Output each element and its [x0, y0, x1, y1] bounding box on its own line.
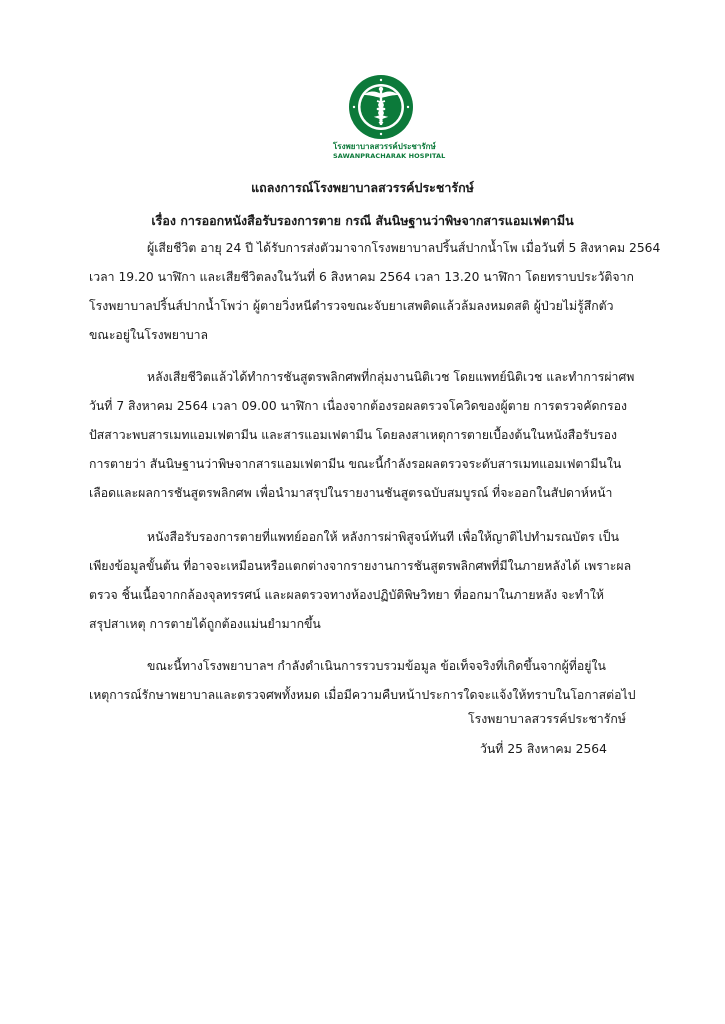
logo-hospital-name-en: SAWANPRACHARAK HOSPITAL [333, 152, 446, 160]
hospital-logo [333, 74, 446, 164]
text-line: ผู้เสียชีวิต อายุ 24 ปี ได้รับการส่งตัวมาจากโรงพยาบาลปริ้นส์ปากน้ำโพ เมื่อวันที่ 5 สิงหาคม 2564 [147, 241, 661, 255]
text-line: โรงพยาบาลปริ้นส์ปากน้ำโพว่า ผู้ตายวิ่งหนีตำรวจขณะจับยาเสพติดแล้วล้มลงหมดสติ ผู้ป่วยไม่รู้สึกตัว [89, 299, 614, 313]
text-line: เหตุการณ์รักษาพยาบาลและตรวจศพทั้งหมด เมื่อมีความคืบหน้าประการใดจะแจ้งให้ทราบในโอกาสต่อไป [89, 688, 636, 702]
text-line: เวลา 19.20 นาฬิกา และเสียชีวิตลงในวันที่ 6 สิงหาคม 2564 เวลา 13.20 นาฬิกา โดยทราบประวัติจาก [89, 270, 634, 284]
announcement-subject: เรื่อง การออกหนังสือรับรองการตาย กรณี สันนิษฐานว่าพิษจากสารแอมเฟตามีน [151, 213, 574, 228]
text-line: วันที่ 7 สิงหาคม 2564 เวลา 09.00 นาฬิกา เนื่องจากต้องรอผลตรวจโควิดของผู้ตาย การตรวจคัดกรอง [89, 399, 627, 413]
logo-hospital-name-th: โรงพยาบาลสวรรค์ประชารักษ์ [333, 142, 436, 151]
text-line: หลังเสียชีวิตแล้วได้ทำการชันสูตรพลิกศพที่กลุ่มงานนิติเวช โดยแพทย์นิติเวช และทำการผ่าศพ [147, 370, 635, 384]
text-line: ตรวจ ชิ้นเนื้อจากกล้องจุลทรรศน์ และผลตรวจทางห้องปฏิบัติพิษวิทยา ที่ออกมาในภายหลัง จะทำให้ [89, 588, 605, 602]
ministry-seal-icon [348, 74, 414, 140]
text-line: เลือดและผลการชันสูตรพลิกศพ เพื่อนำมาสรุปในรายงานชันสูตรฉบับสมบูรณ์ ที่จะออกในสัปดาห์หน้า [89, 486, 613, 500]
text-line: หนังสือรับรองการตายที่แพทย์ออกให้ หลังการผ่าพิสูจน์ทันที เพื่อให้ญาติไปทำมรณบัตร เป็น [147, 530, 620, 544]
text-line: การตายว่า สันนิษฐานว่าพิษจากสารแอมเฟตามีน ขณะนี้กำลังรอผลตรวจระดับสารเมทแอมเฟตามีนใน [89, 457, 622, 471]
text-line: ขณะนี้ทางโรงพยาบาลฯ กำลังดำเนินการรวบรวมข้อมูล ข้อเท็จจริงที่เกิดขึ้นจากผู้ที่อยู่ใน [147, 659, 606, 673]
text-line: ขณะอยู่ในโรงพยาบาล [89, 328, 209, 342]
text-line: เพียงข้อมูลขั้นต้น ที่อาจจะเหมือนหรือแตกต่างจากรายงานการชันสูตรพลิกศพที่มีในภายหลังได้ เพราะผล [89, 559, 632, 573]
text-line: ปัสสาวะพบสารเมทแอมเฟตามีน และสารแอมเฟตามีน โดยลงสาเหตุการตายเบื้องต้นในหนังสือรับรอง [89, 428, 618, 442]
text-line: สรุปสาเหตุ การตายได้ถูกต้องแม่นยำมากขึ้น [89, 617, 321, 631]
signature-organization: โรงพยาบาลสวรรค์ประชารักษ์ [468, 712, 626, 726]
announcement-title: แถลงการณ์โรงพยาบาลสวรรค์ประชารักษ์ [251, 180, 474, 195]
signature-date: วันที่ 25 สิงหาคม 2564 [480, 742, 607, 756]
